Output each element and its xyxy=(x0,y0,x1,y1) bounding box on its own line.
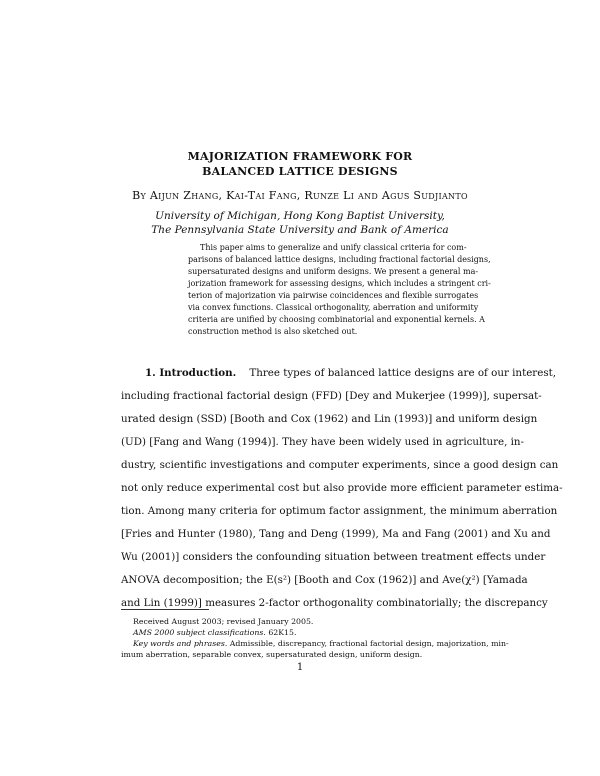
author-list: By Aijun Zhang, Kai-Tai Fang, Runze Li and Agus Sudjianto xyxy=(132,189,468,202)
body-line: [Fries and Hunter (1980), Tang and Deng (1999), Ma and Fang (2001) and Xu and xyxy=(121,528,551,540)
body-line: urated design (SSD) [Booth and Cox (1962) and Lin (1993)] and uniform design xyxy=(121,413,538,425)
abstract-line: supersaturated designs and uniform designs. We present a general ma- xyxy=(188,267,479,276)
page-number: 1 xyxy=(296,662,304,673)
ams-classification xyxy=(133,628,296,637)
footnote-rule xyxy=(121,609,209,610)
body-line: not only reduce experimental cost but also provide more efficient parameter estima- xyxy=(121,482,563,494)
abstract-line: jorization framework for assessing designs, which includes a stringent cri- xyxy=(188,279,491,288)
received-note: Received August 2003; revised January 2005. xyxy=(133,617,314,626)
body-line: and Lin (1999)] measures 2-factor orthogonality combinatorially; the discrepancy xyxy=(121,597,548,609)
affiliation-line-2: The Pennsylvania State University and Bank of America xyxy=(151,224,449,236)
keywords-line-2: imum aberration, separable convex, supersaturated design, uniform design. xyxy=(121,650,423,659)
section-first-line xyxy=(145,367,557,379)
body-line: ANOVA decomposition; the E(s²) [Booth and Cox (1962)] and Ave(χ²) [Yamada xyxy=(121,574,528,586)
body-line: Wu (2001)] considers the confounding situation between treatment effects under xyxy=(121,551,546,563)
section-first-line-text: Three types of balanced lattice designs are of our interest, xyxy=(249,367,557,379)
body-line: (UD) [Fang and Wang (1994)]. They have been widely used in agriculture, in- xyxy=(121,436,525,448)
abstract-line: construction method is also sketched out. xyxy=(188,327,358,336)
body-line: including fractional factorial design (FFD) [Dey and Mukerjee (1999)], supersat- xyxy=(121,390,542,402)
abstract-line: parisons of balanced lattice designs, including fractional factorial designs, xyxy=(188,255,491,264)
section-heading: 1. Introduction. xyxy=(145,367,237,379)
abstract-line: via convex functions. Classical orthogonality, aberration and uniformity xyxy=(188,303,479,312)
body-line: tion. Among many criteria for optimum factor assignment, the minimum aberration xyxy=(121,505,558,517)
abstract-line: criteria are unified by choosing combinatorial and exponential kernels. A xyxy=(188,315,485,324)
keywords-line-1 xyxy=(133,639,509,648)
abstract-line: This paper aims to generalize and unify classical criteria for com- xyxy=(200,243,467,252)
keywords-label: Key words and phrases. xyxy=(133,639,228,648)
paper-title-line-2: BALANCED LATTICE DESIGNS xyxy=(202,165,398,178)
keywords-value: Admissible, discrepancy, fractional factorial design, majorization, min- xyxy=(229,639,509,648)
paper-title-line-1: MAJORIZATION FRAMEWORK FOR xyxy=(187,150,413,163)
ams-label: AMS 2000 subject classifications. xyxy=(133,628,266,637)
affiliation-line-1: University of Michigan, Hong Kong Baptist University, xyxy=(155,210,445,222)
ams-value: 62K15. xyxy=(268,628,297,637)
abstract-line: terion of majorization via pairwise coincidences and flexible surrogates xyxy=(188,291,479,300)
body-line: dustry, scientific investigations and computer experiments, since a good design can xyxy=(121,459,559,471)
